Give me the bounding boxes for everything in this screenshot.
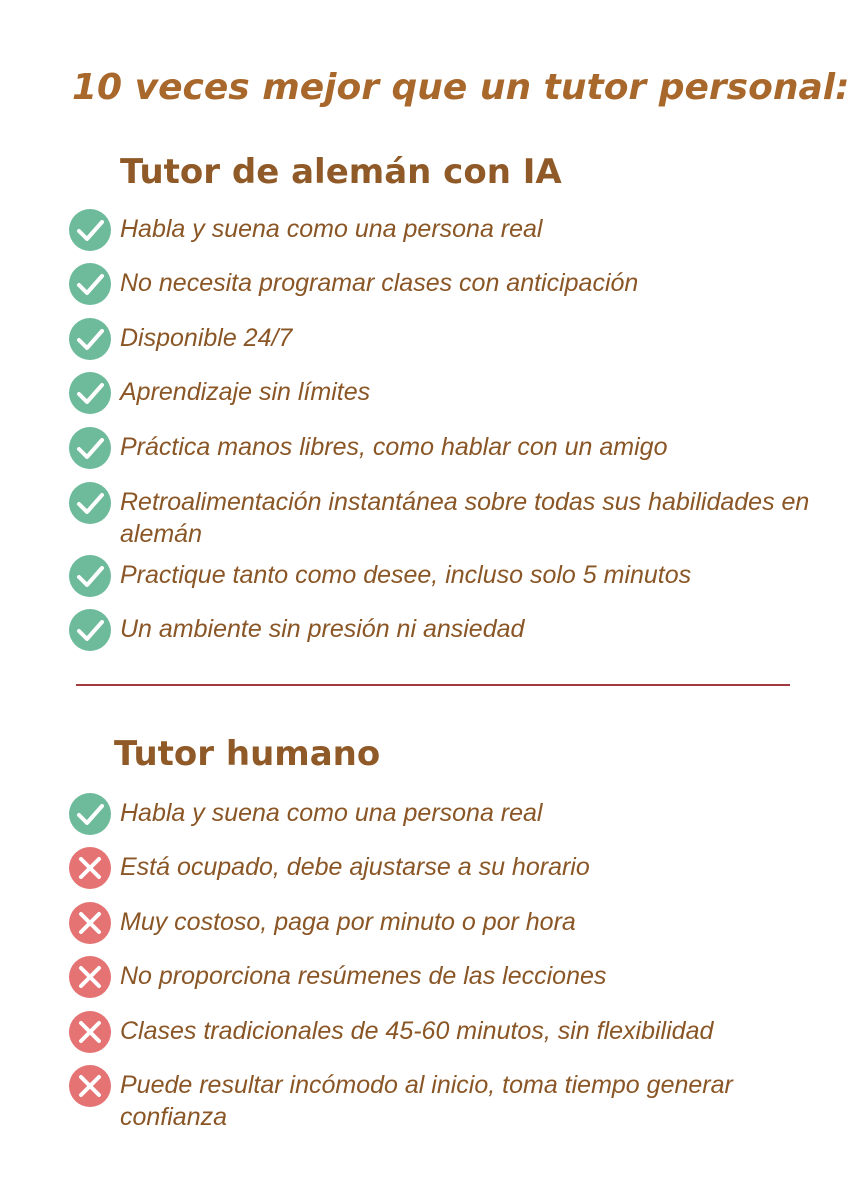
list-item-text: Clases tradicionales de 45-60 minutos, sin flexibilidad: [120, 1017, 714, 1045]
ai-tutor-feature-list: [68, 208, 810, 658]
list-item-text: No proporciona resúmenes de las lecciones: [120, 962, 607, 990]
human-tutor-feature-list: [68, 792, 810, 1136]
section-divider: [76, 684, 790, 686]
list-item-text: Práctica manos libres, como hablar con un amigo: [120, 433, 668, 461]
check-icon: [68, 371, 112, 415]
list-item-text: Habla y suena como una persona real: [120, 215, 543, 243]
list-item: [68, 1064, 810, 1136]
human-tutor-section-title: Tutor humano: [114, 734, 381, 774]
list-item-text: Retroalimentación instantánea sobre todas sus habilidades en alemán: [120, 488, 810, 548]
list-item: [68, 1010, 810, 1064]
list-item: [68, 955, 810, 1010]
list-item: [68, 901, 810, 955]
list-item: [68, 608, 810, 658]
list-item: [68, 554, 810, 608]
list-item: [68, 846, 810, 901]
cross-icon: [68, 846, 112, 890]
check-icon: [68, 317, 112, 361]
list-item: [68, 317, 810, 371]
list-item-text: Disponible 24/7: [120, 324, 293, 352]
check-icon: [68, 554, 112, 598]
check-icon: [68, 208, 112, 252]
check-icon: [68, 608, 112, 652]
list-item: [68, 481, 810, 554]
list-item-text: No necesita programar clases con anticipación: [120, 269, 639, 297]
list-item-text: Aprendizaje sin límites: [120, 378, 371, 406]
list-item-text: Está ocupado, debe ajustarse a su horario: [120, 853, 590, 881]
cross-icon: [68, 1010, 112, 1054]
list-item: [68, 792, 810, 846]
page-headline: 10 veces mejor que un tutor personal:: [72, 67, 850, 108]
check-icon: [68, 426, 112, 470]
cross-icon: [68, 901, 112, 945]
list-item: [68, 426, 810, 481]
list-item-text: Habla y suena como una persona real: [120, 799, 543, 827]
cross-icon: [68, 1064, 112, 1108]
list-item: [68, 262, 810, 317]
list-item-text: Practique tanto como desee, incluso solo 5 minutos: [120, 561, 692, 589]
ai-tutor-section-title: Tutor de alemán con IA: [120, 152, 562, 192]
list-item: [68, 208, 810, 262]
cross-icon: [68, 955, 112, 999]
list-item-text: Muy costoso, paga por minuto o por hora: [120, 908, 576, 936]
check-icon: [68, 481, 112, 525]
check-icon: [68, 792, 112, 836]
list-item-text: Un ambiente sin presión ni ansiedad: [120, 615, 525, 643]
check-icon: [68, 262, 112, 306]
list-item: [68, 371, 810, 426]
list-item-text: Puede resultar incómodo al inicio, toma tiempo generar confianza: [120, 1071, 733, 1131]
